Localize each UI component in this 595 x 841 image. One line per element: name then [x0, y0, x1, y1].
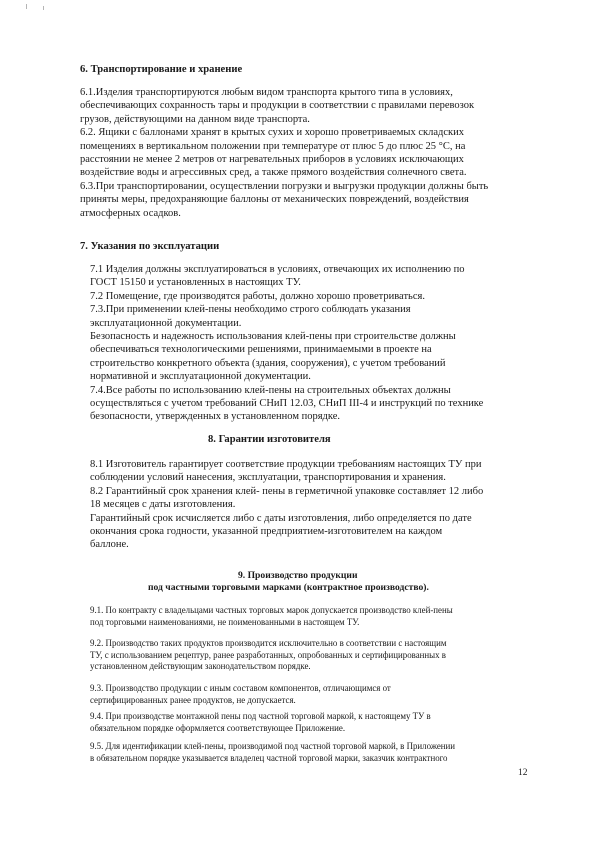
text-line: 7.2 Помещение, где производятся работы, должно хорошо проветриваться. [90, 290, 425, 302]
text-line: обеспечиваться технологическими решениями, принимаемыми в проекте на [90, 344, 432, 356]
text-line: помещениях в вертикальном положении при температуре от плюс 5 до плюс 25 °С, на [80, 140, 466, 152]
paragraph-9-2 [90, 638, 446, 673]
scan-mark [43, 6, 44, 10]
text-line: окончания срока годности, указанной предприятием-изготовителем на каждом [90, 526, 443, 538]
text-line: обеспечивающих сохранность тары и продукции в соответствии с правилами перевозок [80, 100, 475, 112]
text-line: под торговыми наименованиями, не поименованными в настоящем ТУ. [90, 616, 360, 627]
text-line: строительство конкретного объекта (здания, сооружения), с учетом требований [90, 357, 446, 369]
section-7-title: 7. Указания по эксплуатации [80, 241, 220, 252]
paragraph-9-1 [90, 605, 453, 628]
text-line: 9.5. Для идентификации клей-пены, производимой под частной торговой маркой, в Приложении [90, 741, 456, 751]
scan-mark [26, 4, 27, 9]
text-line: ТУ, с использованием рецептур, ранее разработанных, опробованных и сертифицированных в [90, 649, 446, 660]
text-line: Безопасность и надежность использования клей-пены при строительстве должны [90, 331, 456, 343]
text-line: 8.1 Изготовитель гарантирует соответствие продукции требованиям настоящих ТУ при [90, 459, 482, 470]
paragraph-9-3 [90, 683, 391, 706]
text-line: 9.4. При производстве монтажной пены под частной торговой маркой, к настоящему ТУ в [90, 711, 431, 721]
text-line: установленном действующим законодательством порядке. [90, 661, 311, 672]
text-line: в обязательном порядке указывается владелец частной торговой марки, заказчик контрактного [90, 752, 448, 763]
text-line: атмосферных осадков. [80, 207, 181, 219]
text-line: 8.2 Гарантийный срок хранения клей- пены в герметичной упаковке составляет 12 либо [90, 485, 484, 497]
text-line: 7.4.Все работы по использованию клей-пены на строительных объектах должны [90, 384, 451, 396]
section-6-title: 6. Транспортирование и хранение [80, 64, 243, 75]
text-line: 9.2. Производство таких продуктов производится исключительно в соответствии с настоящим [90, 638, 447, 648]
text-line: Гарантийный срок исчисляется либо с даты изготовления, либо определяется по дате [90, 512, 472, 524]
text-line: приняты меры, предохраняющие баллоны от механических повреждений, воздействия [80, 194, 469, 206]
text-line: безопасности, утвержденных в установленном порядке. [90, 411, 341, 423]
text-line: соблюдении условий нанесения, эксплуатации, транспортирования и хранения. [90, 472, 446, 484]
text-line: 9.1. По контракту с владельцами частных торговых марок допускается производство клей-пены [90, 605, 453, 615]
text-line: ГОСТ 15150 и установленных в настоящих ТУ. [90, 277, 301, 289]
text-line: 7.1 Изделия должны эксплуатироваться в условиях, отвечающих их исполнению по [90, 264, 465, 275]
text-line: 18 месяцев с даты изготовления. [90, 499, 236, 511]
section-9-subtitle: под частными торговыми марками (контрактное производство). [148, 582, 429, 593]
text-line: 6.1.Изделия транспортируются любым видом транспорта крытого типа в условиях, [80, 87, 453, 98]
text-line: эксплуатационной документации. [90, 317, 242, 329]
text-line: воздействие воды и агрессивных сред, а также прямого воздействия солнечного света. [80, 167, 467, 179]
paragraph-9-5 [90, 741, 455, 764]
section-8-body [90, 458, 483, 552]
section-9-title: 9. Производство продукции [238, 570, 358, 581]
text-line: обязательном порядке оформляется соответствующее Приложение. [90, 722, 346, 733]
section-6-body [80, 86, 488, 220]
section-8-title: 8. Гарантии изготовителя [208, 434, 331, 445]
text-line: грузов, действующими на данном виде транспорта. [80, 113, 310, 125]
text-line: 7.3.При применении клей-пены необходимо строго соблюдать указания [90, 304, 411, 316]
page-number: 12 [518, 768, 528, 778]
text-line: осуществляться с учетом требований СНиП 12.03, СНиП III-4 и инструкций по технике [90, 398, 484, 410]
text-line: нормативной и эксплуатационной документации. [90, 371, 311, 383]
text-line: сертифицированных ранее продуктов, не допускается. [90, 694, 296, 705]
paragraph-9-4 [90, 711, 431, 734]
text-line: баллоне. [90, 539, 129, 551]
text-line: 9.3. Производство продукции с иным составом компонентов, отличающимся от [90, 683, 391, 693]
section-7-body [90, 263, 483, 424]
text-line: 6.3.При транспортировании, осуществлении погрузки и выгрузки продукции должны быть [80, 180, 489, 192]
text-line: 6.2. Ящики с баллонами хранят в крытых сухих и хорошо проветриваемых складских [80, 127, 464, 139]
text-line: расстоянии не менее 2 метров от нагревательных приборов в условиях исключающих [80, 154, 464, 166]
